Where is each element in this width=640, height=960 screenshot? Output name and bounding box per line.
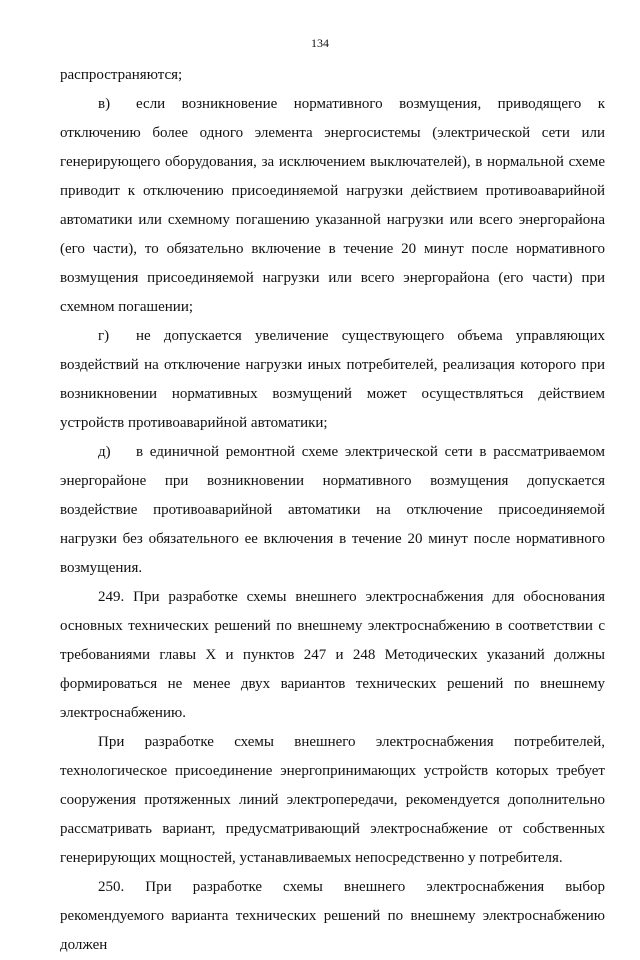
paragraph-249-addendum <box>60 728 605 873</box>
list-item-d <box>60 438 605 583</box>
list-marker: в) <box>98 96 111 112</box>
paragraph-text: При разработке схемы внешнего электроснабжения потребителей, технологическое присоединение энергопринимающих устройств которых требует сооружения протяженных линий электропередачи, рекомендуется дополнительно рассматривать вариант, предусматривающий электроснабжение от собственных генерирующих мощностей, устанавливаемых непосредственно у потребителя. <box>60 734 605 866</box>
paragraph-text: если возникновение нормативного возмущения, приводящего к отключению более одного элемента энергосистемы (электрической сети или генерирующего оборудования, за исключением выключателей), в нормальной схеме приводит к отключению присоединяемой нагрузки действием противоаварийной автоматики или схемному погашению указанной нагрузки или всего энергорайона (его части), то обязательно включение в течение 20 минут после нормативного возмущения присоединяемой нагрузки или всего энергорайона (его части) при схемном погашении; <box>60 96 605 315</box>
paragraph-continuation <box>60 61 605 90</box>
paragraph-249 <box>60 583 605 728</box>
paragraph-text: распространяются; <box>60 67 183 83</box>
paragraph-text: 250. При разработке схемы внешнего электроснабжения выбор рекомендуемого варианта технических решений по внешнему электроснабжению должен <box>60 879 605 953</box>
list-item-g <box>60 322 605 438</box>
paragraph-250 <box>60 873 605 960</box>
list-marker: д) <box>98 444 111 460</box>
paragraph-text: не допускается увеличение существующего объема управляющих воздействий на отключение нагрузки иных потребителей, реализация которого при возникновении нормативных возмущений может осуществляться действием устройств противоаварийной автоматики; <box>60 328 605 431</box>
document-body <box>60 61 605 960</box>
paragraph-text: 249. При разработке схемы внешнего электроснабжения для обоснования основных технических решений по внешнему электроснабжению в соответствии с требованиями главы X и пунктов 247 и 248 Методических указаний должны формироваться не менее двух вариантов технических решений по внешнему электроснабжению. <box>60 589 605 721</box>
list-item-v <box>60 90 605 322</box>
list-marker: г) <box>98 328 110 344</box>
paragraph-text: в единичной ремонтной схеме электрической сети в рассматриваемом энергорайоне при возникновении нормативного возмущения допускается воздействие противоаварийной автоматики на отключение присоединяемой нагрузки без обязательного ее включения в течение 20 минут после нормативного возмущения. <box>60 444 605 576</box>
page-number: 134 <box>311 36 329 50</box>
